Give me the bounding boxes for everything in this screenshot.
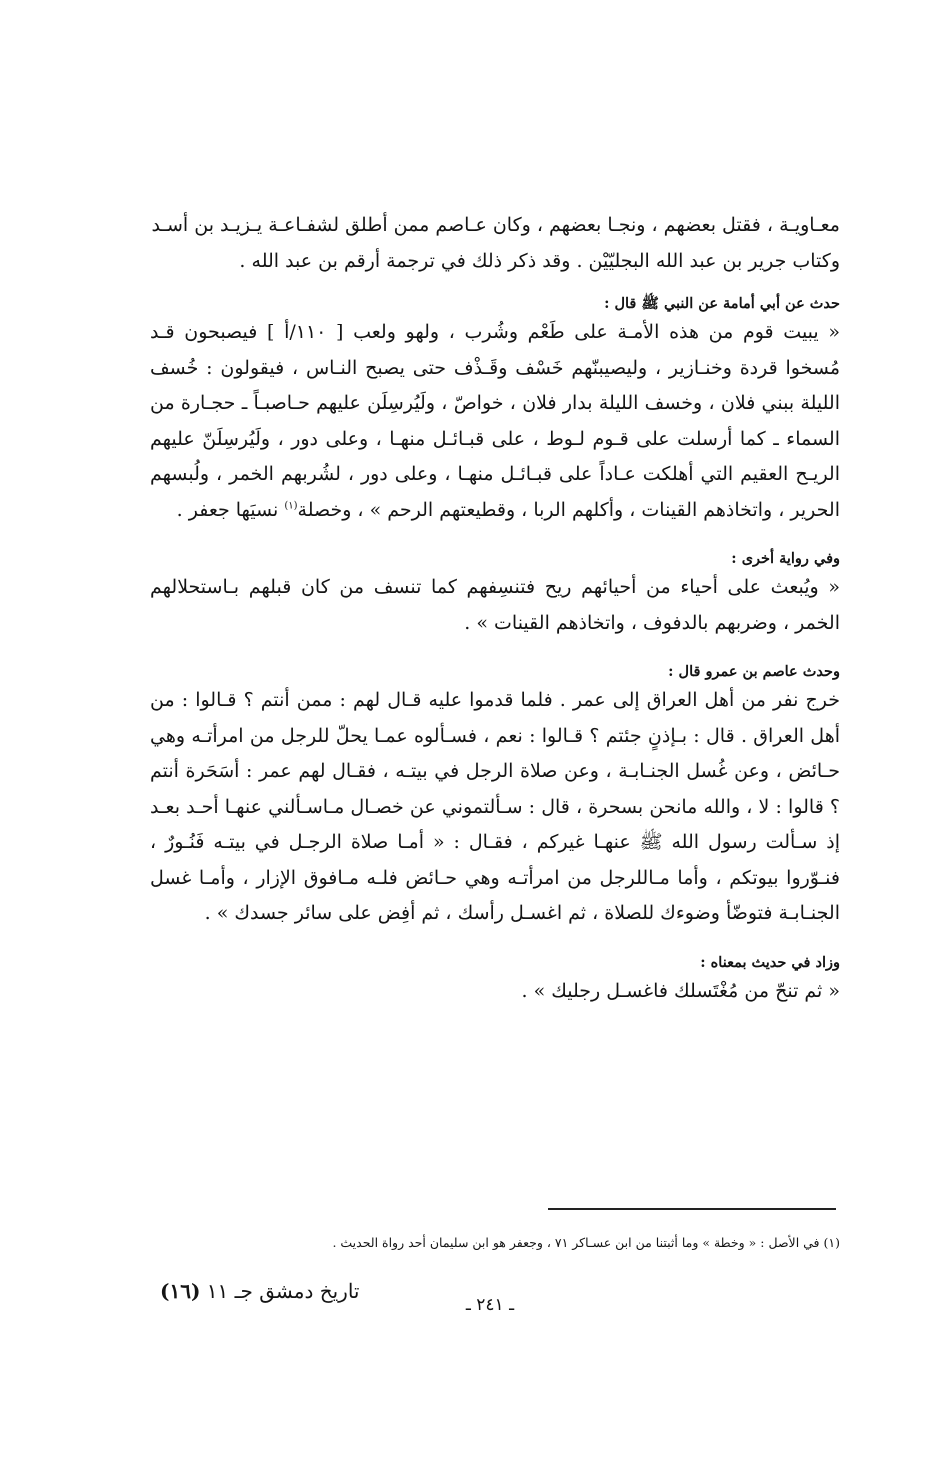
- section-heading-2: وفي رواية أخرى :: [731, 550, 840, 567]
- intro-line-1: معـاويـة ، فقتل بعضهم ، ونجـا بعضهم ، وكان عـاصم ممن أطلق لشفـاعـة يـزيـد بن أسـد: [151, 214, 840, 236]
- hadith-paragraph-1: [150, 315, 840, 528]
- book-title: تاريخ دمشق جـ ١١: [206, 1279, 360, 1303]
- main-text: [150, 208, 840, 1009]
- narration-paragraph-3: خرج نفر من أهل العراق إلى عمر . فلما قدموا عليه قـال لهم : ممن أنتم ؟ قـالوا : من أهل العراق . قال : بـإذنٍ جئتم ؟ قـالوا : نعم ، فسـألوه عمـا يحلّ للرجل من امرأتـه وهي حـائض ، وعن غُسل الجنـابـة ، وعن صلاة الرجل في بيتـه ، فقـال لهم عمر : أسَحَرة أنتم ؟ قالوا : لا ، والله مانحن بسحرة ، قال : سـألتموني عن خصـال مـاسـألني عنهـا أحـد بعـد إذ سـألت رسول الله ﷺ عنهـا غيركم ، فقـال : « أمـا صلاة الرجـل في بيتـه فَنُـورٌ ، فنـوّروا بيوتكم ، وأما مـاللرجل من امرأتـه وهي حـائض فلـه مـافوق الإزار ، وأمـا غسل الجنـابـة فتوضّأ وضوءك للصلاة ، ثم اغسـل رأسك ، ثم أفِض على سائر جسدك » .: [150, 689, 840, 924]
- section-heading-3: وحدث عاصم بن عمرو قال :: [668, 663, 840, 680]
- addition-paragraph-4: « ثم تنحّ من مُغْتَسلك فاغسـل رجليك » .: [521, 979, 840, 1002]
- footnote: (١) في الأصل : « وخطة » وما أثبتنا من ابن عسـاكر ٧١ ، وجعفر هو ابن سليمان أحد رواة الحديث .: [332, 1235, 840, 1250]
- footnote-divider: [548, 1208, 836, 1210]
- intro-line-2: وكتاب جرير بن عبد الله البجليّيْن . وقد ذكر ذلك في ترجمة أرقم بن عبد الله .: [239, 249, 840, 272]
- running-title: [160, 1277, 420, 1305]
- hadith-1-tail: نسيَها جعفر .: [176, 498, 285, 521]
- volume-part: (١٦): [160, 1279, 201, 1303]
- section-heading-4: وزاد في حديث بمعناه :: [700, 953, 840, 971]
- page-number: ـ ٢٤١ ـ: [465, 1295, 515, 1315]
- hadith-paragraph-2: « ويُبعث على أحياء من أحيائهم ريح فتنسِفهم كما تنسف من كان قبلهم بـاستحلالهم الخمر ، وضربهم بالدفوف ، واتخاذهم القينات » .: [150, 576, 840, 634]
- hadith-1-text: « يبيت قوم من هذه الأمـة على طَعْم وشُرب ، ولهو ولعب [ ١١٠/أ ] فيصبحون قـد مُسخوا قردة وخنـازير ، وليصيبنّهم خَسْف وقَـذْف حتى يصبح النـاس ، فيقولون : خُسف الليلة ببني فلان ، وخسف الليلة بدار فلان ، خواصّ ، ولَيُرسِلَن عليهم حـاصبـاً ـ حجـارة من السماء ـ كما أرسلت على قـوم لـوط ، على قبـائـل منهـا ، وعلى دور ، ولَيُرسِلَنّ عليهم الريـح العقيم التي أهلكت عـاداً على قبـائـل منهـا ، وعلى دور ، لشُربهم الخمر ، ولُبسهم الحرير ، واتخاذهم القينات ، وأكلهم الربا ، وقطيعتهم الرحم » ، وخصلة: [150, 321, 840, 521]
- footnote-marker: (١): [284, 500, 298, 512]
- section-heading-1: حدث عن أبي أمامة عن النبي ﷺ قال :: [604, 295, 840, 312]
- intro-paragraph: [150, 208, 840, 279]
